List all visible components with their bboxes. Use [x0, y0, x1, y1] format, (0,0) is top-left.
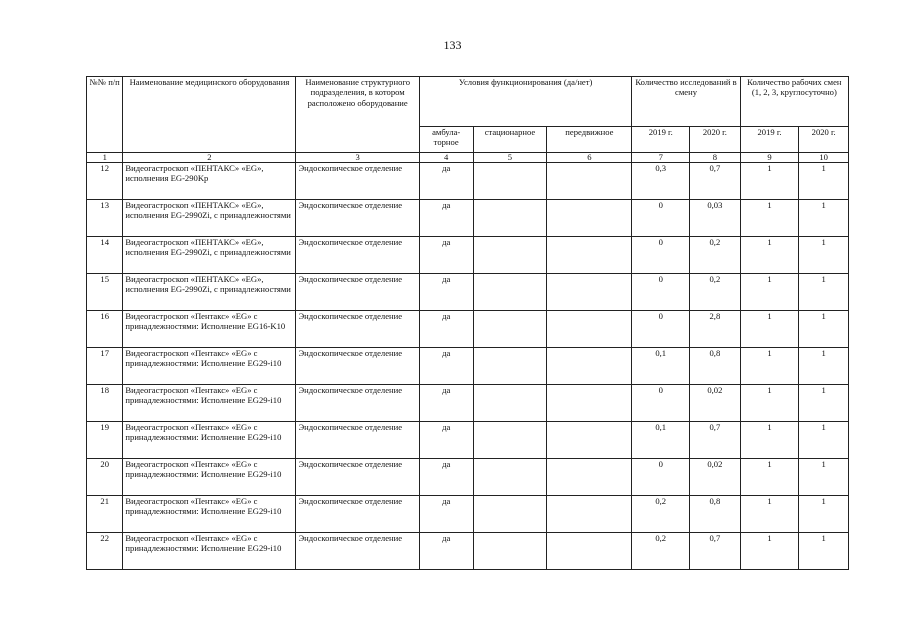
- shifts-2019: 1: [740, 496, 799, 533]
- department: Эндоскопическое отделение: [296, 422, 419, 459]
- column-number: 2: [123, 153, 296, 163]
- column-number: 7: [632, 153, 690, 163]
- research-2019: 0,1: [632, 348, 690, 385]
- research-2020: 2,8: [690, 311, 741, 348]
- table-row: [87, 200, 849, 237]
- stationary-flag: [473, 311, 547, 348]
- row-number: 19: [87, 422, 123, 459]
- equipment-name: Видеогастроскоп «Пентакс» «EG» с принадлежностями: Исполнение EG29-i10: [123, 459, 296, 496]
- department: Эндоскопическое отделение: [296, 348, 419, 385]
- shifts-2020: 1: [799, 311, 849, 348]
- research-2020: 0,2: [690, 237, 741, 274]
- row-number: 22: [87, 533, 123, 570]
- shifts-2020: 1: [799, 422, 849, 459]
- shifts-2020: 1: [799, 496, 849, 533]
- shifts-2019: 1: [740, 385, 799, 422]
- stationary-flag: [473, 385, 547, 422]
- row-number: 17: [87, 348, 123, 385]
- mobile-flag: [547, 496, 632, 533]
- table-row: [87, 163, 849, 200]
- stationary-flag: [473, 163, 547, 200]
- header-department: Наименование структурного подразделения, в котором расположено оборудование: [296, 77, 419, 153]
- table-row: [87, 348, 849, 385]
- stationary-flag: [473, 237, 547, 274]
- equipment-name: Видеогастроскоп «Пентакс» «EG» с принадлежностями: Исполнение EG29-i10: [123, 348, 296, 385]
- ambulatory-flag: да: [419, 385, 473, 422]
- row-number: 14: [87, 237, 123, 274]
- stationary-flag: [473, 496, 547, 533]
- equipment-table: [86, 76, 849, 570]
- department: Эндоскопическое отделение: [296, 274, 419, 311]
- ambulatory-flag: да: [419, 533, 473, 570]
- equipment-name: Видеогастроскоп «Пентакс» «EG» с принадлежностями: Исполнение EG29-i10: [123, 533, 296, 570]
- ambulatory-flag: да: [419, 496, 473, 533]
- column-number: 6: [547, 153, 632, 163]
- table-row: [87, 422, 849, 459]
- column-number: 5: [473, 153, 547, 163]
- column-number: 10: [799, 153, 849, 163]
- shifts-2019: 1: [740, 533, 799, 570]
- column-number: 8: [690, 153, 741, 163]
- table-row: [87, 274, 849, 311]
- shifts-2019: 1: [740, 274, 799, 311]
- table-row: [87, 459, 849, 496]
- shifts-2020: 1: [799, 237, 849, 274]
- column-number: 1: [87, 153, 123, 163]
- mobile-flag: [547, 237, 632, 274]
- header-research-count: Количество исследований в смену: [632, 77, 740, 127]
- research-2019: 0: [632, 459, 690, 496]
- header-ambulatory: амбула-торное: [419, 127, 473, 153]
- research-2020: 0,7: [690, 163, 741, 200]
- stationary-flag: [473, 274, 547, 311]
- ambulatory-flag: да: [419, 422, 473, 459]
- header-conditions: Условия функционирования (да/нет): [419, 77, 632, 127]
- shifts-2020: 1: [799, 385, 849, 422]
- research-2020: 0,7: [690, 533, 741, 570]
- research-2020: 0,2: [690, 274, 741, 311]
- research-2019: 0,3: [632, 163, 690, 200]
- table-row: [87, 533, 849, 570]
- mobile-flag: [547, 348, 632, 385]
- ambulatory-flag: да: [419, 237, 473, 274]
- table-row: [87, 311, 849, 348]
- ambulatory-flag: да: [419, 348, 473, 385]
- mobile-flag: [547, 311, 632, 348]
- department: Эндоскопическое отделение: [296, 533, 419, 570]
- column-number: 4: [419, 153, 473, 163]
- ambulatory-flag: да: [419, 274, 473, 311]
- mobile-flag: [547, 385, 632, 422]
- row-number: 18: [87, 385, 123, 422]
- stationary-flag: [473, 348, 547, 385]
- department: Эндоскопическое отделение: [296, 496, 419, 533]
- row-number: 16: [87, 311, 123, 348]
- mobile-flag: [547, 163, 632, 200]
- equipment-name: Видеогастроскоп «Пентакс» «EG» с принадлежностями: Исполнение EG29-i10: [123, 422, 296, 459]
- table-row: [87, 237, 849, 274]
- research-2020: 0,7: [690, 422, 741, 459]
- equipment-name: Видеогастроскоп «Пентакс» «EG» с принадлежностями: Исполнение EG16-K10: [123, 311, 296, 348]
- header-research-2020: 2020 г.: [690, 127, 741, 153]
- research-2020: 0,02: [690, 385, 741, 422]
- equipment-name: Видеогастроскоп «ПЕНТАКС» «EG», исполнения EG-2990Zi, с принадлежностями: [123, 237, 296, 274]
- department: Эндоскопическое отделение: [296, 311, 419, 348]
- mobile-flag: [547, 422, 632, 459]
- shifts-2019: 1: [740, 163, 799, 200]
- shifts-2020: 1: [799, 200, 849, 237]
- shifts-2020: 1: [799, 533, 849, 570]
- page-number: 133: [443, 38, 462, 52]
- row-number: 15: [87, 274, 123, 311]
- mobile-flag: [547, 533, 632, 570]
- table-row: [87, 496, 849, 533]
- department: Эндоскопическое отделение: [296, 237, 419, 274]
- research-2020: 0,8: [690, 496, 741, 533]
- shifts-2020: 1: [799, 163, 849, 200]
- header-num: №№ п/п: [87, 77, 123, 153]
- ambulatory-flag: да: [419, 163, 473, 200]
- mobile-flag: [547, 459, 632, 496]
- header-stationary: стационарное: [473, 127, 547, 153]
- row-number: 21: [87, 496, 123, 533]
- header-shift-count: Количество рабочих смен (1, 2, 3, круглосуточно): [740, 77, 848, 127]
- department: Эндоскопическое отделение: [296, 163, 419, 200]
- shifts-2019: 1: [740, 200, 799, 237]
- equipment-name: Видеогастроскоп «ПЕНТАКС» «EG», исполнения EG-2990Zi, с принадлежностями: [123, 200, 296, 237]
- equipment-name: Видеогастроскоп «Пентакс» «EG» с принадлежностями: Исполнение EG29-i10: [123, 385, 296, 422]
- stationary-flag: [473, 533, 547, 570]
- ambulatory-flag: да: [419, 200, 473, 237]
- column-number-row: [87, 153, 849, 163]
- row-number: 13: [87, 200, 123, 237]
- equipment-name: Видеогастроскоп «ПЕНТАКС» «EG», исполнения EG-2990Zi, с принадлежностями: [123, 274, 296, 311]
- research-2019: 0: [632, 200, 690, 237]
- header-research-2019: 2019 г.: [632, 127, 690, 153]
- shifts-2019: 1: [740, 237, 799, 274]
- shifts-2019: 1: [740, 311, 799, 348]
- research-2019: 0,2: [632, 533, 690, 570]
- column-number: 9: [740, 153, 799, 163]
- row-number: 12: [87, 163, 123, 200]
- department: Эндоскопическое отделение: [296, 385, 419, 422]
- research-2020: 0,02: [690, 459, 741, 496]
- research-2019: 0,2: [632, 496, 690, 533]
- header-mobile: передвижное: [547, 127, 632, 153]
- shifts-2019: 1: [740, 459, 799, 496]
- equipment-name: Видеогастроскоп «ПЕНТАКС» «EG», исполнения EG-290Kp: [123, 163, 296, 200]
- ambulatory-flag: да: [419, 311, 473, 348]
- research-2020: 0,03: [690, 200, 741, 237]
- research-2019: 0: [632, 311, 690, 348]
- column-number: 3: [296, 153, 419, 163]
- header-shifts-2020: 2020 г.: [799, 127, 849, 153]
- header-equipment-name: Наименование медицинского оборудования: [123, 77, 296, 153]
- row-number: 20: [87, 459, 123, 496]
- equipment-name: Видеогастроскоп «Пентакс» «EG» с принадлежностями: Исполнение EG29-i10: [123, 496, 296, 533]
- mobile-flag: [547, 200, 632, 237]
- department: Эндоскопическое отделение: [296, 200, 419, 237]
- shifts-2019: 1: [740, 348, 799, 385]
- research-2019: 0: [632, 385, 690, 422]
- ambulatory-flag: да: [419, 459, 473, 496]
- stationary-flag: [473, 200, 547, 237]
- stationary-flag: [473, 459, 547, 496]
- shifts-2020: 1: [799, 348, 849, 385]
- table-row: [87, 385, 849, 422]
- shifts-2020: 1: [799, 274, 849, 311]
- research-2019: 0,1: [632, 422, 690, 459]
- mobile-flag: [547, 274, 632, 311]
- shifts-2019: 1: [740, 422, 799, 459]
- header-shifts-2019: 2019 г.: [740, 127, 799, 153]
- shifts-2020: 1: [799, 459, 849, 496]
- stationary-flag: [473, 422, 547, 459]
- research-2019: 0: [632, 237, 690, 274]
- research-2019: 0: [632, 274, 690, 311]
- research-2020: 0,8: [690, 348, 741, 385]
- department: Эндоскопическое отделение: [296, 459, 419, 496]
